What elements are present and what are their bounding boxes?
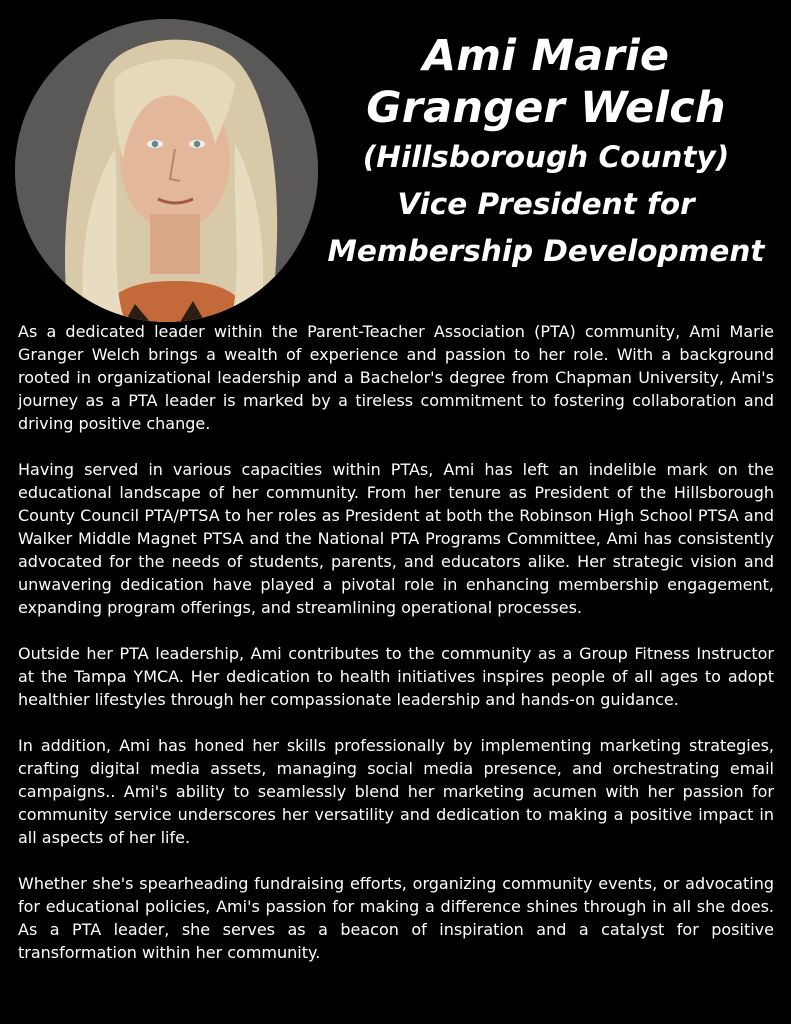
biography (18, 320, 774, 987)
bio-paragraph: As a dedicated leader within the Parent-Teacher Association (PTA) community, Ami Marie Granger Welch brings a wealth of experience and passion to her role. With a background rooted in organizational leadership and a Bachelor's degree from Chapman University, Ami's journey as a PTA leader is marked by a tireless commitment to fostering collaboration and driving positive change. (18, 322, 774, 433)
role-line-1: Vice President for (397, 187, 695, 221)
portrait-icon (15, 19, 318, 322)
role-line-2: Membership Development (327, 234, 765, 268)
bio-paragraph: Having served in various capacities within PTAs, Ami has left an indelible mark on the educational landscape of her community. From her tenure as President of the Hillsborough County Council PTA/PTSA to her roles as President at both the Robinson High School PTSA and Walker Middle Magnet PTSA and the National PTA Programs Committee, Ami has consistently advocated for the needs of students, parents, and educators alike. Her strategic vision and unwavering dedication have played a pivotal role in enhancing membership engagement, expanding program offerings, and streamlining operational processes. (18, 460, 774, 617)
profile-heading (318, 30, 774, 275)
bio-paragraph: Whether she's spearheading fundraising efforts, organizing community events, or advocating for educational policies, Ami's passion for making a difference shines through in all she does. As a PTA leader, she serves as a beacon of inspiration and a catalyst for positive transformation within her community. (18, 874, 774, 962)
portrait-photo (15, 19, 318, 322)
county-label: (Hillsborough County) (362, 140, 730, 174)
bio-paragraph: In addition, Ami has honed her skills professionally by implementing marketing strategies, crafting digital media assets, managing social media presence, and orchestrating email campaigns.. Ami's ability to seamlessly blend her marketing acumen with her passion for community service underscores her versatility and dedication to making a positive impact in all aspects of her life. (18, 736, 774, 847)
bio-paragraph: Outside her PTA leadership, Ami contributes to the community as a Group Fitness Instructor at the Tampa YMCA. Her dedication to health initiatives inspires people of all ages to adopt healthier lifestyles through her compassionate leadership and hands-on guidance. (18, 644, 774, 709)
name-line-1: Ami Marie (422, 31, 670, 81)
name-line-2: Granger Welch (366, 83, 726, 133)
